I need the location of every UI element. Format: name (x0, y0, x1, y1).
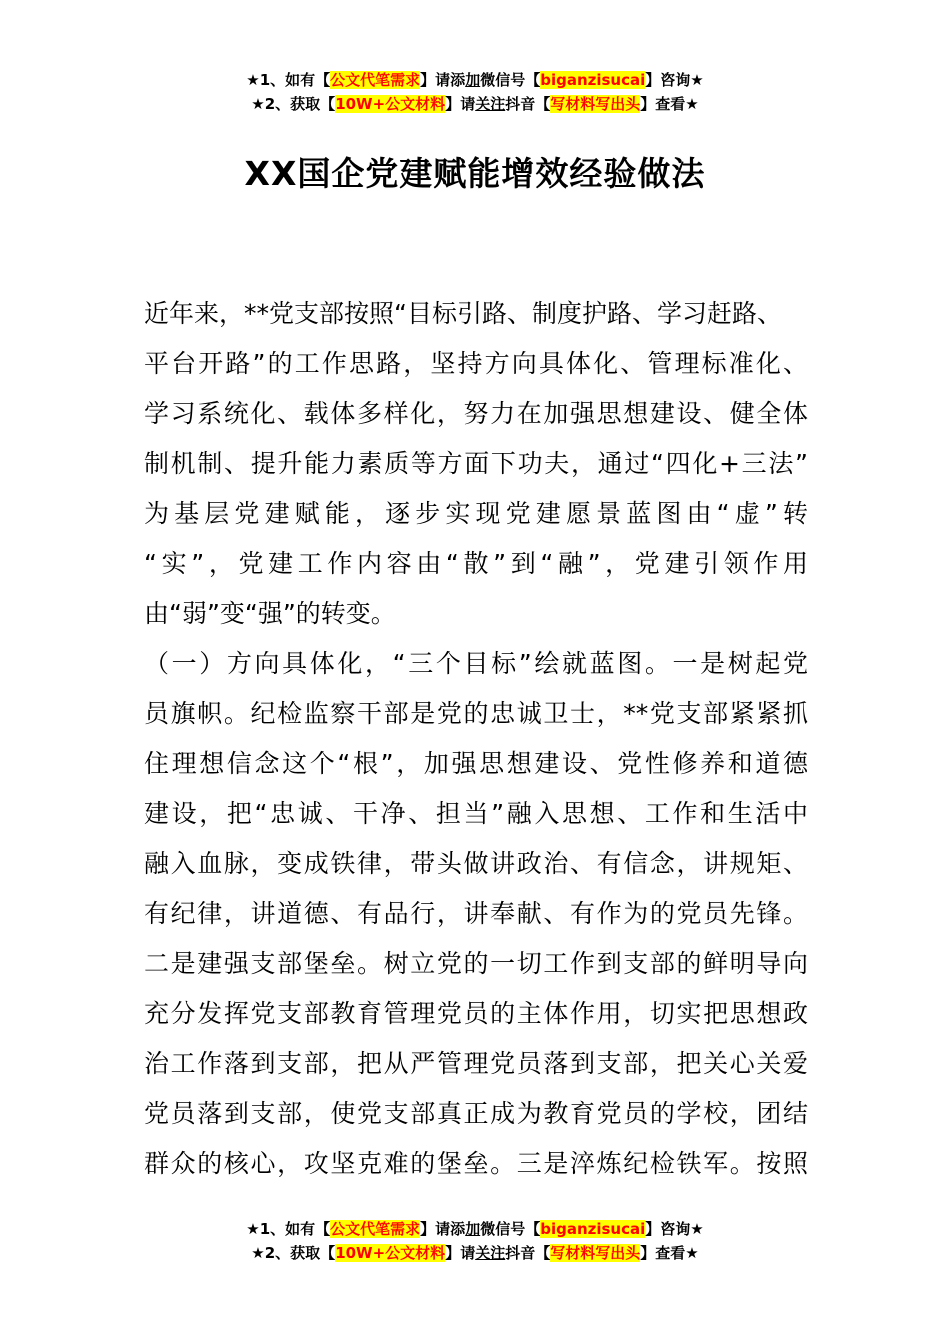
promo-underlined: 关注 (475, 1244, 506, 1262)
promo-text: 】咨询★ (645, 1220, 704, 1238)
promo-highlight: 10W+公文材料 (335, 1244, 446, 1262)
paragraph-line: 近年来，**党支部按照“目标引路、制度护路、学习赶路、 (144, 299, 782, 328)
paragraph-line: 党员落到支部，使党支部真正成为教育党员的学校，团结 (144, 1099, 808, 1128)
promo-line-2 (0, 92, 950, 116)
promo-text: 】请添 (420, 1220, 466, 1238)
paragraph-line: 员旗帜。纪检监察干部是党的忠诚卫士，**党支部紧紧抓 (144, 699, 808, 728)
promo-text: 微信号【 (480, 1220, 541, 1238)
promo-underlined: 关注 (475, 95, 506, 113)
paragraph-line: 有纪律，讲道德、有品行，讲奉献、有作为的党员先锋。 (144, 899, 808, 928)
promo-line-1 (0, 68, 950, 92)
document-body (144, 289, 808, 1189)
paragraph-line: （一）方向具体化，“三个目标”绘就蓝图。一是树起党 (144, 649, 808, 678)
paragraph-line: 平台开路”的工作思路，坚持方向具体化、管理标准化、 (144, 349, 808, 378)
paragraph-line: 为基层党建赋能，逐步实现党建愿景蓝图由“虚”转 (144, 499, 808, 528)
paragraph-line: “实”，党建工作内容由“散”到“融”，党建引领作用 (144, 549, 808, 578)
promo-text: 】请 (445, 1244, 476, 1262)
promo-text: 抖音【 (505, 95, 551, 113)
promo-text: 】咨询★ (645, 71, 704, 89)
promo-highlight: biganzisucai (540, 1220, 646, 1238)
promo-banner-top (0, 68, 950, 116)
promo-highlight: 10W+公文材料 (335, 95, 446, 113)
promo-line-2 (0, 1241, 950, 1265)
promo-text: 】查看★ (640, 95, 699, 113)
paragraph-line: 二是建强支部堡垒。树立党的一切工作到支部的鲜明导向 (144, 949, 808, 978)
promo-text: 】查看★ (640, 1244, 699, 1262)
paragraph-line: 由“弱”变“强”的转变。 (144, 599, 396, 628)
promo-text: ★2、获取【 (251, 1244, 336, 1262)
paragraph-line: 充分发挥党支部教育管理党员的主体作用，切实把思想政 (144, 999, 808, 1028)
paragraph-line: 住理想信念这个“根”，加强思想建设、党性修养和道德 (144, 749, 808, 778)
promo-highlight: 写材料写出头 (550, 1244, 641, 1262)
promo-text: ★1、如有【 (246, 71, 331, 89)
promo-text: 微信号【 (480, 71, 541, 89)
paragraph-line: 治工作落到支部，把从严管理党员落到支部，把关心关爱 (144, 1049, 808, 1078)
promo-text: 】请 (445, 95, 476, 113)
promo-highlight: 公文代笔需求 (330, 71, 421, 89)
promo-text: 抖音【 (505, 1244, 551, 1262)
paragraph-line: 融入血脉，变成铁律，带头做讲政治、有信念，讲规矩、 (144, 849, 808, 878)
paragraph-line: 群众的核心，攻坚克难的堡垒。三是淬炼纪检铁军。按照 (144, 1149, 808, 1178)
paragraph-line: 制机制、提升能力素质等方面下功夫，通过“四化+三法” (144, 449, 808, 478)
promo-banner-bottom (0, 1217, 950, 1265)
promo-line-1 (0, 1217, 950, 1241)
promo-text: ★2、获取【 (251, 95, 336, 113)
promo-highlight: 写材料写出头 (550, 95, 641, 113)
promo-underlined: 加 (465, 1220, 481, 1238)
paragraph-line: 学习系统化、载体多样化，努力在加强思想建设、健全体 (144, 399, 808, 428)
document-title: XX国企党建赋能增效经验做法 (244, 154, 706, 193)
promo-text: 】请添 (420, 71, 466, 89)
promo-underlined: 加 (465, 71, 481, 89)
paragraph-line: 建设，把“忠诚、干净、担当”融入思想、工作和生活中 (144, 799, 808, 828)
promo-highlight: biganzisucai (540, 71, 646, 89)
promo-highlight: 公文代笔需求 (330, 1220, 421, 1238)
promo-text: ★1、如有【 (246, 1220, 331, 1238)
